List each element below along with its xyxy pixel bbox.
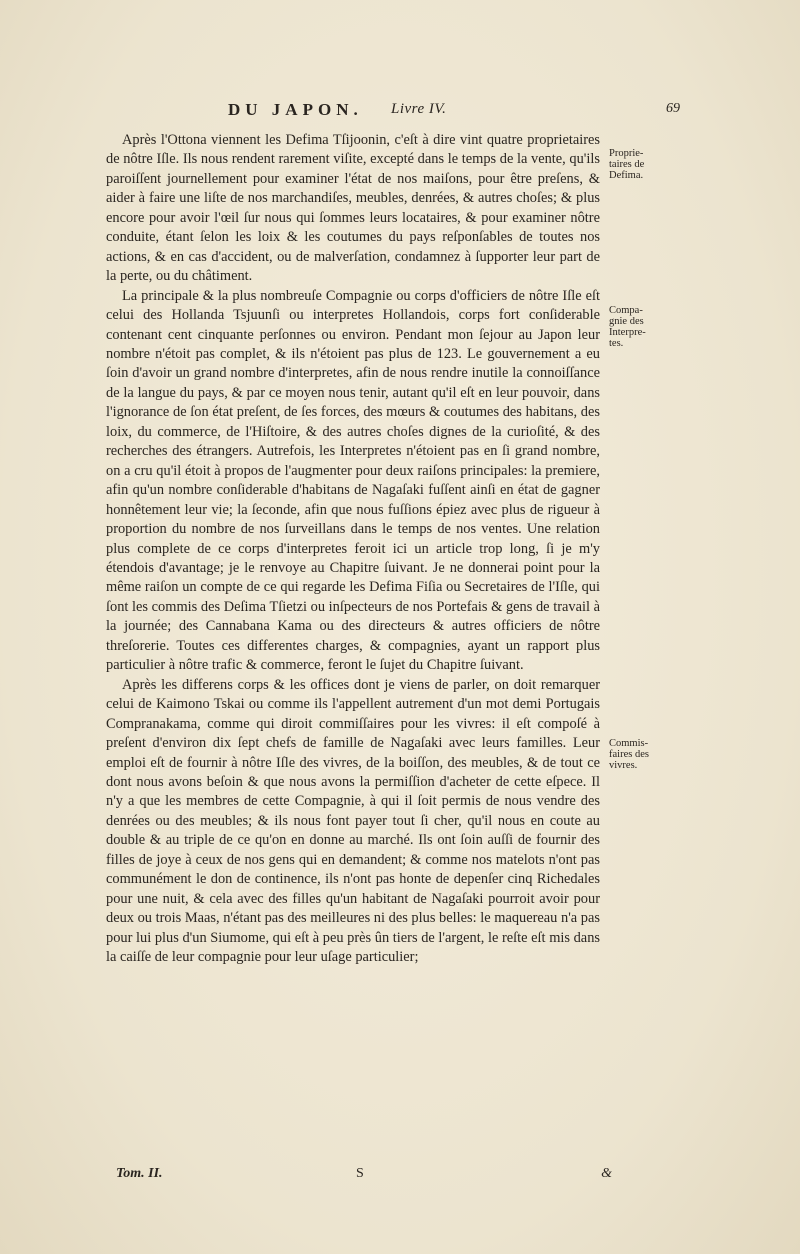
margin-note <box>609 305 661 349</box>
catchword: & <box>601 1166 612 1181</box>
margin-note-line: Interpre- <box>609 327 646 338</box>
book-number: Livre IV. <box>391 101 447 117</box>
paragraph: La principale & la plus nombreuſe Compagnie ou corps d'officiers de nôtre Iſle eſt celui des Hollanda Tsjuunſi ou interpretes Hollandois, corps fort conſiderable contenant cent cinquante perſonnes ou environ. Pendant mon ſejour au Japon leur nombre n'étoit pas complet, & ils n'étoient pas plus de 123. Le gouvernement a eu ſoin d'avoir un grand nombre d'interpretes, afin de nous rendre inutile la connoiſſance de la langue du pays, & par ce moyen nous tenir, autant qu'il eſt en leur pouvoir, dans l'ignorance de ſon état preſent, de ſes forces, des mœurs & coutumes des habitans, des loix, du commerce, de l'Hiſtoire, & des autres choſes dignes de la curioſité, & des recherches des étrangers. Autrefois, les Interpretes n'étoient pas en ſi grand nombre, on a cru qu'il étoit à propos de l'augmenter pour deux raiſons principales: la premiere, afin qu'un nombre conſiderable d'habitans de Nagaſaki fuſſent ainſi en état de gagner honnêtement leur vie; la ſeconde, afin que nous fuſſions épiez avec plus de rigueur à proportion du nombre de nos ſurveillans dans le temps de nos ventes. Une relation plus complete de ce corps d'interpretes feroit ici un article trop long, ſi je m'y étendois d'avantage; je le renvoye au Chapitre ſuivant. Je ne donnerai point pour la même raiſon un compte de ce qui regarde les Defima Fiſia ou Secretaires de l'Iſle, qui ſont les commis des Deſima Tſietzi ou inſpecteurs de nos Portefais & gens de travail à la journée; des Cannabana Kama ou des directeurs & autres officiers de nôtre threſorerie. Toutes ces differentes charges, & compagnies, ayant un rapport plus particulier à nôtre trafic & commerce, feront le ſujet du Chapitre ſuivant. <box>106 287 600 674</box>
margin-note-line: Compa- <box>609 305 643 316</box>
signature-mark: S <box>356 1166 364 1181</box>
paragraph: Après les differens corps & les offices dont je viens de parler, on doit remarquer celui de Kaimono Tskai ou comme ils l'appellent autrement d'un mot demi Portugais Compranakama, comme qui diroit commiſſaires pour les vivres: il eſt compoſé à preſent d'environ dix ſept chefs de famille de Nagaſaki avec leurs familles. Leur emploi eſt de fournir à nôtre Iſle des vivres, de la boiſſon, des meubles, & de tout ce dont nous avons beſoin & que nous avons la permiſſion d'acheter de cette eſpece. Il n'y a que les membres de cette Compagnie, à qui il ſoit permis de nous vendre des denrées ou des meubles; & ils nous font payer tout ſi cher, qu'il nous en coute au double & au triple de ce qu'on en donne au marché. Ils ont ſoin auſſi de fournir des filles de joye à ceux de nos gens qui en demandent; & comme nos matelots n'ont pas communément le don de continence, ils n'ont pas honte de depenſer cinq Richedales pour une nuit, & cela avec des filles qu'un habitant de Nagaſaki pourroit avoir pour deux ou trois Maas, n'étant pas des meilleures ni des plus belles: le maquereau n'a pas pour lui plus d'un Siumome, qui eſt à peu près ûn tiers de l'argent, le reſte eſt mis dans la caiſſe de leur compagnie pour leur uſage particulier; <box>106 676 600 966</box>
margin-note-line: gnie des <box>609 316 644 327</box>
paragraph: Après l'Ottona viennent les Defima Tſijoonin, c'eſt à dire vint quatre proprietaires de nôtre Iſle. Ils nous rendent rarement viſite, excepté dans le temps de la vente, qu'ils paroiſſent journellement pour examiner l'état de nos maiſons, pour être preſens, & aider à faire une liſte de nos marchandiſes, meubles, denrées, & autres choſes; & plus encore pour avoir l'œil ſur nous qui ſommes leurs locataires, & pour examiner nôtre conduite, étant ſelon les loix & les coutumes du pays reſponſables de toutes nos actions, & en cas d'accident, ou de malverſation, condamnez à ſupporter leur part de la perte, ou du châtiment. <box>106 132 600 285</box>
margin-note <box>609 148 661 181</box>
margin-note-line: Commis- <box>609 738 649 749</box>
running-title: DU JAPON. <box>228 100 363 119</box>
page-footer <box>116 1166 612 1186</box>
margin-note <box>609 738 661 771</box>
main-text <box>106 131 600 967</box>
margin-note-line: taires de <box>609 159 645 170</box>
running-header <box>228 100 680 122</box>
page-number: 69 <box>666 101 680 116</box>
volume-mark: Tom. II. <box>116 1166 163 1181</box>
margin-note-line: vivres. <box>609 760 638 771</box>
margin-note-line: faires des <box>609 749 649 760</box>
margin-note-line: tes. <box>609 338 624 349</box>
margin-note-line: Defima. <box>609 170 644 181</box>
margin-note-line: Proprie- <box>609 148 644 159</box>
